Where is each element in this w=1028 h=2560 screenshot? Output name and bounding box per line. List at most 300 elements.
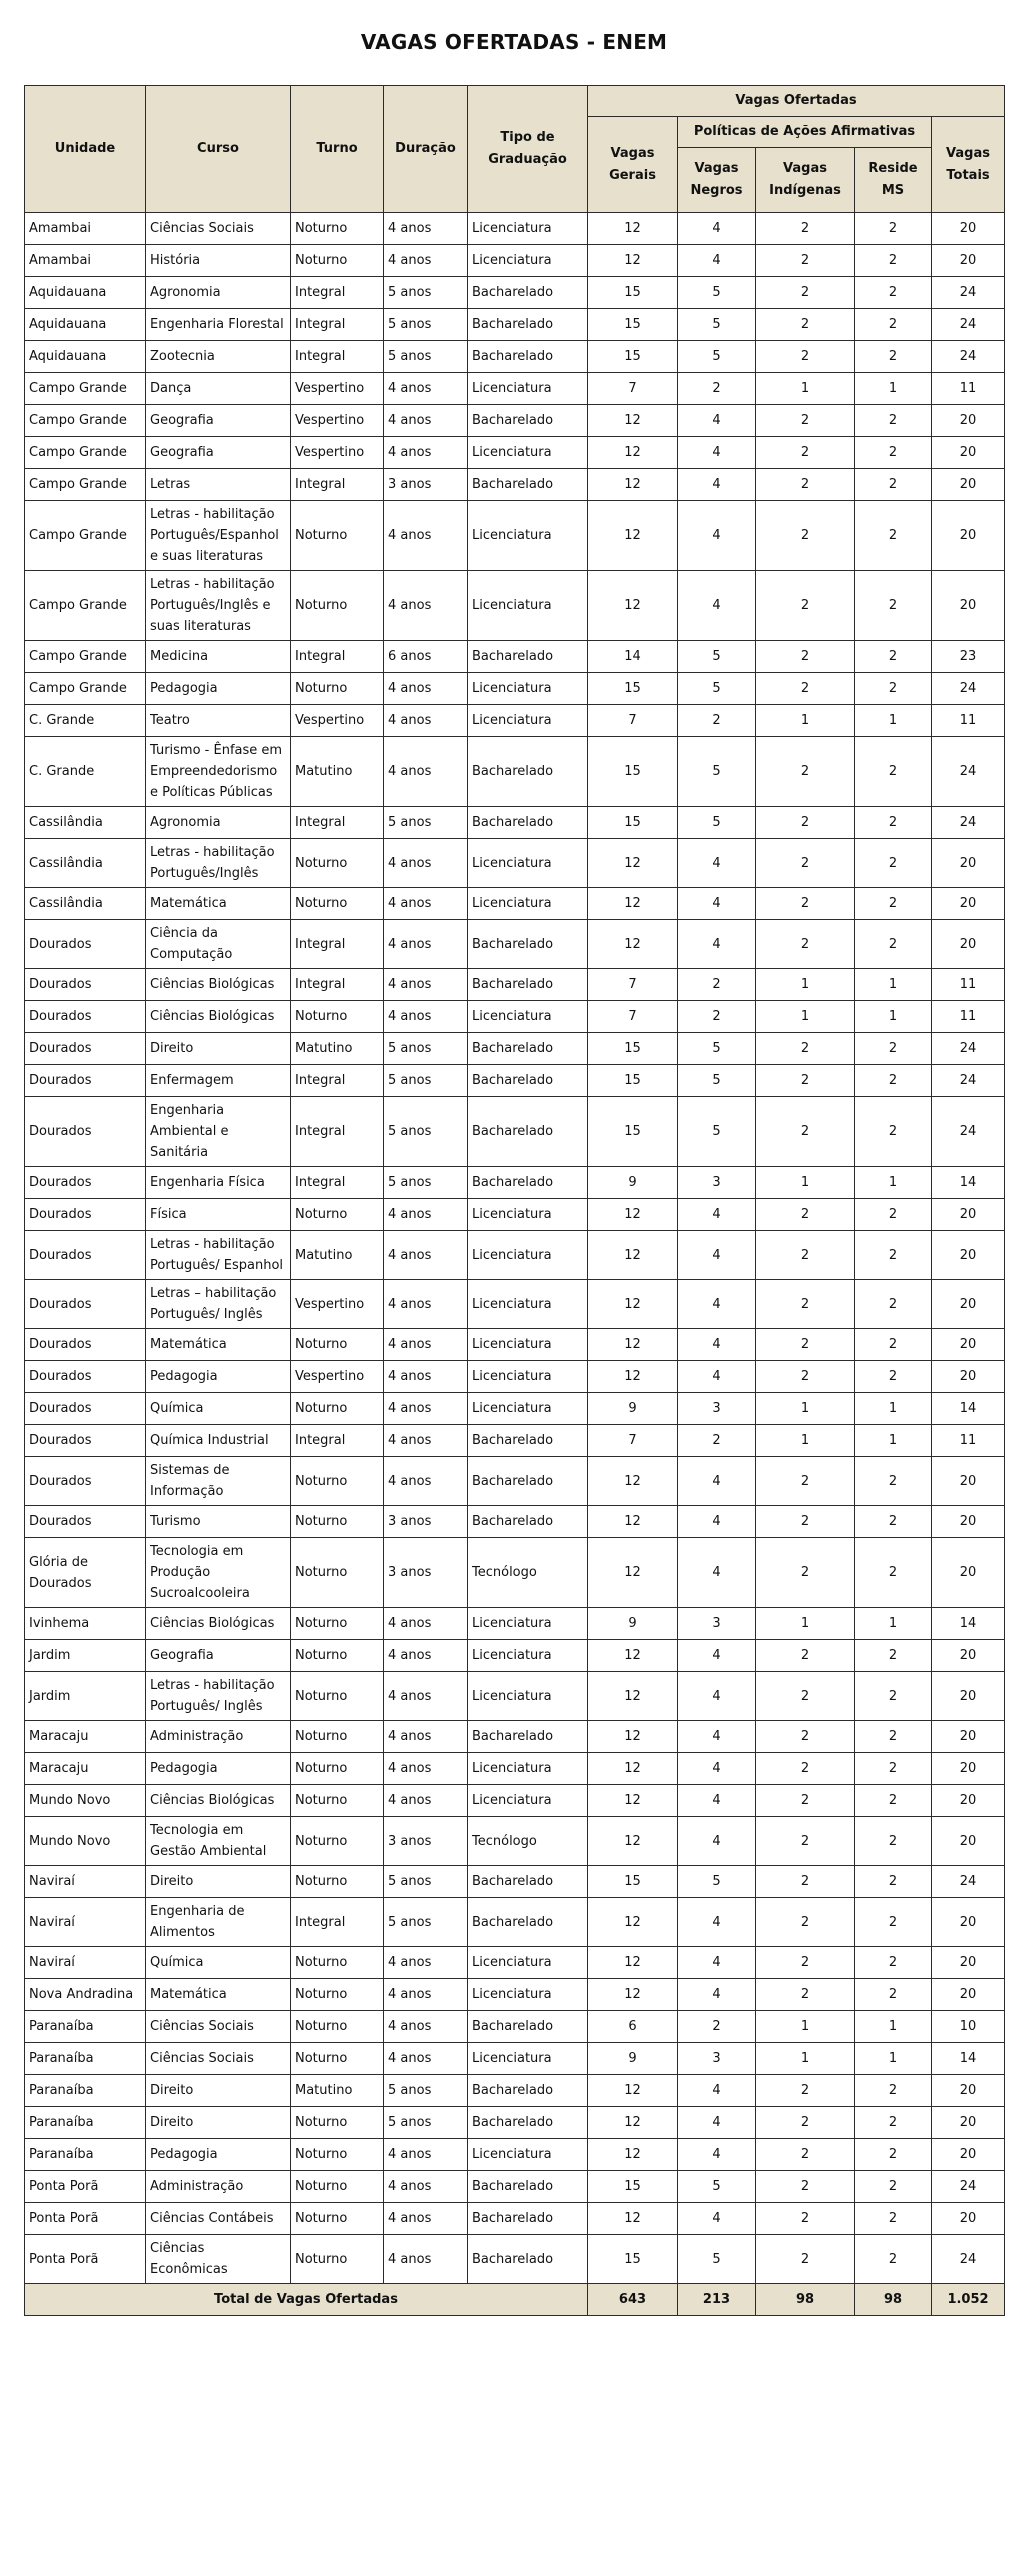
cell-turno: Integral xyxy=(291,309,384,341)
cell-turno: Noturno xyxy=(291,213,384,245)
cell-tipo: Licenciatura xyxy=(468,245,588,277)
cell-reside-ms: 2 xyxy=(855,1097,932,1167)
cell-tipo: Bacharelado xyxy=(468,2075,588,2107)
cell-vagas-totais: 20 xyxy=(932,469,1005,501)
cell-tipo: Licenciatura xyxy=(468,1640,588,1672)
cell-unidade: Ponta Porã xyxy=(25,2203,146,2235)
cell-vagas-totais: 24 xyxy=(932,1065,1005,1097)
table-row xyxy=(25,807,1005,839)
cell-vagas-gerais: 12 xyxy=(588,1199,678,1231)
cell-vagas-negros: 4 xyxy=(678,1947,756,1979)
cell-reside-ms: 2 xyxy=(855,1947,932,1979)
cell-unidade: Campo Grande xyxy=(25,437,146,469)
cell-vagas-totais: 14 xyxy=(932,1608,1005,1640)
cell-tipo: Bacharelado xyxy=(468,1065,588,1097)
cell-reside-ms: 2 xyxy=(855,1506,932,1538)
cell-vagas-gerais: 14 xyxy=(588,641,678,673)
cell-vagas-indigenas: 1 xyxy=(756,373,855,405)
cell-vagas-totais: 20 xyxy=(932,1506,1005,1538)
cell-unidade: Dourados xyxy=(25,1231,146,1280)
cell-tipo: Bacharelado xyxy=(468,2171,588,2203)
cell-vagas-negros: 5 xyxy=(678,2235,756,2284)
cell-vagas-negros: 4 xyxy=(678,2107,756,2139)
cell-curso: Ciências Econômicas xyxy=(146,2235,291,2284)
table-row xyxy=(25,1898,1005,1947)
cell-duracao: 4 anos xyxy=(384,501,468,571)
cell-unidade: Mundo Novo xyxy=(25,1785,146,1817)
cell-vagas-negros: 5 xyxy=(678,277,756,309)
cell-reside-ms: 2 xyxy=(855,920,932,969)
cell-reside-ms: 1 xyxy=(855,1001,932,1033)
cell-duracao: 4 anos xyxy=(384,2011,468,2043)
table-row xyxy=(25,341,1005,373)
cell-vagas-gerais: 12 xyxy=(588,839,678,888)
cell-unidade: Maracaju xyxy=(25,1721,146,1753)
cell-vagas-totais: 23 xyxy=(932,641,1005,673)
cell-duracao: 5 anos xyxy=(384,2107,468,2139)
cell-unidade: C. Grande xyxy=(25,737,146,807)
cell-duracao: 4 anos xyxy=(384,373,468,405)
cell-tipo: Bacharelado xyxy=(468,405,588,437)
cell-vagas-totais: 24 xyxy=(932,2171,1005,2203)
cell-tipo: Licenciatura xyxy=(468,888,588,920)
table-row xyxy=(25,641,1005,673)
cell-curso: Medicina xyxy=(146,641,291,673)
cell-vagas-negros: 4 xyxy=(678,1361,756,1393)
cell-vagas-totais: 14 xyxy=(932,1167,1005,1199)
cell-vagas-negros: 4 xyxy=(678,1721,756,1753)
cell-curso: Ciência da Computação xyxy=(146,920,291,969)
cell-vagas-indigenas: 2 xyxy=(756,1817,855,1866)
cell-vagas-totais: 20 xyxy=(932,1785,1005,1817)
table-row xyxy=(25,1393,1005,1425)
cell-turno: Matutino xyxy=(291,737,384,807)
table-row xyxy=(25,1538,1005,1608)
table-row xyxy=(25,245,1005,277)
cell-duracao: 4 anos xyxy=(384,1979,468,2011)
table-row xyxy=(25,1425,1005,1457)
cell-vagas-indigenas: 1 xyxy=(756,1608,855,1640)
cell-curso: Ciências Contábeis xyxy=(146,2203,291,2235)
cell-turno: Matutino xyxy=(291,2075,384,2107)
cell-tipo: Tecnólogo xyxy=(468,1817,588,1866)
cell-curso: Engenharia de Alimentos xyxy=(146,1898,291,1947)
cell-vagas-negros: 4 xyxy=(678,245,756,277)
cell-vagas-gerais: 12 xyxy=(588,1672,678,1721)
cell-curso: Ciências Biológicas xyxy=(146,969,291,1001)
cell-tipo: Tecnólogo xyxy=(468,1538,588,1608)
cell-reside-ms: 2 xyxy=(855,245,932,277)
total-vagas-totais: 1.052 xyxy=(932,2284,1005,2316)
cell-vagas-gerais: 15 xyxy=(588,2171,678,2203)
cell-vagas-gerais: 12 xyxy=(588,1979,678,2011)
cell-vagas-totais: 20 xyxy=(932,571,1005,641)
cell-duracao: 4 anos xyxy=(384,2203,468,2235)
cell-duracao: 5 anos xyxy=(384,807,468,839)
cell-curso: Química xyxy=(146,1947,291,1979)
cell-unidade: Dourados xyxy=(25,920,146,969)
cell-turno: Noturno xyxy=(291,1640,384,1672)
cell-turno: Vespertino xyxy=(291,373,384,405)
cell-turno: Integral xyxy=(291,969,384,1001)
table-row xyxy=(25,1280,1005,1329)
cell-vagas-gerais: 9 xyxy=(588,1393,678,1425)
cell-vagas-indigenas: 2 xyxy=(756,1329,855,1361)
cell-vagas-indigenas: 2 xyxy=(756,405,855,437)
cell-curso: Letras xyxy=(146,469,291,501)
cell-duracao: 4 anos xyxy=(384,2139,468,2171)
cell-vagas-totais: 20 xyxy=(932,2107,1005,2139)
cell-vagas-indigenas: 2 xyxy=(756,641,855,673)
cell-tipo: Bacharelado xyxy=(468,309,588,341)
cell-vagas-gerais: 7 xyxy=(588,373,678,405)
cell-vagas-negros: 5 xyxy=(678,1065,756,1097)
cell-reside-ms: 2 xyxy=(855,1361,932,1393)
cell-duracao: 5 anos xyxy=(384,2075,468,2107)
cell-tipo: Bacharelado xyxy=(468,1506,588,1538)
cell-tipo: Bacharelado xyxy=(468,920,588,969)
cell-vagas-indigenas: 2 xyxy=(756,1947,855,1979)
cell-vagas-totais: 20 xyxy=(932,2139,1005,2171)
cell-vagas-indigenas: 1 xyxy=(756,969,855,1001)
cell-vagas-totais: 24 xyxy=(932,341,1005,373)
header-politicas: Políticas de Ações Afirmativas xyxy=(678,117,932,148)
cell-vagas-indigenas: 2 xyxy=(756,437,855,469)
cell-unidade: Dourados xyxy=(25,1065,146,1097)
table-row xyxy=(25,1608,1005,1640)
cell-unidade: Ivinhema xyxy=(25,1608,146,1640)
cell-unidade: Naviraí xyxy=(25,1898,146,1947)
table-row xyxy=(25,705,1005,737)
cell-turno: Noturno xyxy=(291,1817,384,1866)
cell-turno: Noturno xyxy=(291,2235,384,2284)
cell-turno: Integral xyxy=(291,469,384,501)
cell-unidade: Paranaíba xyxy=(25,2043,146,2075)
cell-vagas-negros: 4 xyxy=(678,2139,756,2171)
cell-unidade: Dourados xyxy=(25,1506,146,1538)
cell-reside-ms: 2 xyxy=(855,2075,932,2107)
cell-reside-ms: 2 xyxy=(855,571,932,641)
table-row xyxy=(25,1785,1005,1817)
cell-vagas-gerais: 12 xyxy=(588,1898,678,1947)
table-row xyxy=(25,1753,1005,1785)
cell-tipo: Licenciatura xyxy=(468,1393,588,1425)
vagas-table xyxy=(24,85,1005,2316)
cell-tipo: Bacharelado xyxy=(468,341,588,373)
cell-vagas-negros: 3 xyxy=(678,1167,756,1199)
cell-turno: Noturno xyxy=(291,1329,384,1361)
cell-tipo: Bacharelado xyxy=(468,1167,588,1199)
cell-vagas-indigenas: 2 xyxy=(756,839,855,888)
table-row xyxy=(25,1457,1005,1506)
cell-unidade: Cassilândia xyxy=(25,888,146,920)
cell-curso: Engenharia Física xyxy=(146,1167,291,1199)
cell-turno: Vespertino xyxy=(291,705,384,737)
cell-reside-ms: 2 xyxy=(855,2235,932,2284)
cell-unidade: Campo Grande xyxy=(25,469,146,501)
table-row xyxy=(25,1065,1005,1097)
cell-tipo: Bacharelado xyxy=(468,1097,588,1167)
table-row xyxy=(25,888,1005,920)
cell-duracao: 4 anos xyxy=(384,969,468,1001)
cell-duracao: 3 anos xyxy=(384,1506,468,1538)
cell-curso: Ciências Biológicas xyxy=(146,1001,291,1033)
cell-curso: Ciências Sociais xyxy=(146,213,291,245)
cell-reside-ms: 2 xyxy=(855,737,932,807)
cell-turno: Noturno xyxy=(291,1608,384,1640)
cell-unidade: Cassilândia xyxy=(25,839,146,888)
cell-tipo: Bacharelado xyxy=(468,1866,588,1898)
cell-duracao: 4 anos xyxy=(384,2171,468,2203)
cell-vagas-negros: 5 xyxy=(678,737,756,807)
cell-vagas-totais: 10 xyxy=(932,2011,1005,2043)
cell-turno: Matutino xyxy=(291,1231,384,1280)
cell-unidade: Dourados xyxy=(25,1393,146,1425)
table-row xyxy=(25,839,1005,888)
cell-vagas-totais: 24 xyxy=(932,1033,1005,1065)
table-row xyxy=(25,2043,1005,2075)
cell-curso: Dança xyxy=(146,373,291,405)
table-row xyxy=(25,1167,1005,1199)
cell-turno: Noturno xyxy=(291,1199,384,1231)
cell-unidade: Campo Grande xyxy=(25,571,146,641)
cell-vagas-indigenas: 2 xyxy=(756,2203,855,2235)
cell-vagas-gerais: 12 xyxy=(588,1457,678,1506)
cell-duracao: 4 anos xyxy=(384,1721,468,1753)
cell-tipo: Licenciatura xyxy=(468,2139,588,2171)
cell-duracao: 5 anos xyxy=(384,1167,468,1199)
cell-unidade: Dourados xyxy=(25,1329,146,1361)
cell-duracao: 4 anos xyxy=(384,2235,468,2284)
cell-turno: Noturno xyxy=(291,571,384,641)
cell-unidade: Amambai xyxy=(25,245,146,277)
cell-vagas-indigenas: 2 xyxy=(756,1721,855,1753)
cell-duracao: 4 anos xyxy=(384,1785,468,1817)
cell-reside-ms: 2 xyxy=(855,641,932,673)
cell-unidade: Dourados xyxy=(25,1457,146,1506)
cell-reside-ms: 2 xyxy=(855,1065,932,1097)
cell-tipo: Licenciatura xyxy=(468,1753,588,1785)
table-row xyxy=(25,737,1005,807)
table-row xyxy=(25,1866,1005,1898)
cell-vagas-totais: 20 xyxy=(932,437,1005,469)
cell-vagas-negros: 4 xyxy=(678,1538,756,1608)
cell-vagas-totais: 20 xyxy=(932,245,1005,277)
cell-vagas-gerais: 12 xyxy=(588,2139,678,2171)
cell-reside-ms: 1 xyxy=(855,1608,932,1640)
cell-vagas-totais: 20 xyxy=(932,1329,1005,1361)
cell-reside-ms: 2 xyxy=(855,1721,932,1753)
cell-unidade: Paranaíba xyxy=(25,2139,146,2171)
cell-vagas-negros: 2 xyxy=(678,705,756,737)
cell-vagas-negros: 5 xyxy=(678,1866,756,1898)
cell-unidade: Dourados xyxy=(25,969,146,1001)
cell-tipo: Bacharelado xyxy=(468,641,588,673)
cell-turno: Integral xyxy=(291,277,384,309)
cell-unidade: Dourados xyxy=(25,1167,146,1199)
cell-curso: Turismo xyxy=(146,1506,291,1538)
cell-duracao: 5 anos xyxy=(384,1898,468,1947)
cell-duracao: 5 anos xyxy=(384,1866,468,1898)
cell-curso: Ciências Biológicas xyxy=(146,1608,291,1640)
cell-vagas-indigenas: 2 xyxy=(756,807,855,839)
cell-vagas-totais: 20 xyxy=(932,1199,1005,1231)
cell-curso: Matemática xyxy=(146,888,291,920)
cell-curso: Engenharia Ambiental e Sanitária xyxy=(146,1097,291,1167)
cell-vagas-totais: 11 xyxy=(932,373,1005,405)
cell-reside-ms: 2 xyxy=(855,1538,932,1608)
cell-tipo: Licenciatura xyxy=(468,373,588,405)
cell-vagas-gerais: 9 xyxy=(588,1167,678,1199)
cell-vagas-indigenas: 2 xyxy=(756,469,855,501)
cell-vagas-gerais: 12 xyxy=(588,469,678,501)
table-row xyxy=(25,1947,1005,1979)
table-row xyxy=(25,1361,1005,1393)
header-tipo: Tipo de Graduação xyxy=(468,86,588,213)
cell-unidade: Paranaíba xyxy=(25,2011,146,2043)
table-row xyxy=(25,309,1005,341)
cell-vagas-negros: 2 xyxy=(678,373,756,405)
cell-reside-ms: 2 xyxy=(855,1640,932,1672)
cell-vagas-negros: 4 xyxy=(678,888,756,920)
cell-curso: História xyxy=(146,245,291,277)
cell-reside-ms: 2 xyxy=(855,888,932,920)
cell-vagas-indigenas: 2 xyxy=(756,1785,855,1817)
cell-vagas-gerais: 12 xyxy=(588,571,678,641)
cell-reside-ms: 2 xyxy=(855,1672,932,1721)
cell-curso: Ciências Sociais xyxy=(146,2011,291,2043)
cell-vagas-totais: 24 xyxy=(932,737,1005,807)
total-vagas-negros: 213 xyxy=(678,2284,756,2316)
cell-tipo: Bacharelado xyxy=(468,1898,588,1947)
cell-vagas-gerais: 12 xyxy=(588,1785,678,1817)
cell-tipo: Bacharelado xyxy=(468,277,588,309)
cell-unidade: Dourados xyxy=(25,1425,146,1457)
cell-unidade: Cassilândia xyxy=(25,807,146,839)
cell-turno: Noturno xyxy=(291,1866,384,1898)
cell-duracao: 5 anos xyxy=(384,309,468,341)
cell-curso: Geografia xyxy=(146,405,291,437)
header-reside-ms: Reside MS xyxy=(855,148,932,213)
cell-vagas-indigenas: 2 xyxy=(756,1361,855,1393)
table-header xyxy=(25,86,1005,213)
cell-tipo: Licenciatura xyxy=(468,1979,588,2011)
cell-turno: Noturno xyxy=(291,1001,384,1033)
cell-unidade: Mundo Novo xyxy=(25,1817,146,1866)
cell-turno: Noturno xyxy=(291,1393,384,1425)
table-row xyxy=(25,373,1005,405)
cell-vagas-gerais: 15 xyxy=(588,1097,678,1167)
cell-vagas-totais: 20 xyxy=(932,920,1005,969)
cell-turno: Noturno xyxy=(291,2139,384,2171)
table-row xyxy=(25,1097,1005,1167)
cell-tipo: Licenciatura xyxy=(468,437,588,469)
cell-reside-ms: 2 xyxy=(855,1979,932,2011)
cell-vagas-negros: 2 xyxy=(678,969,756,1001)
cell-unidade: Naviraí xyxy=(25,1947,146,1979)
cell-duracao: 4 anos xyxy=(384,245,468,277)
cell-vagas-indigenas: 2 xyxy=(756,1672,855,1721)
cell-duracao: 5 anos xyxy=(384,1097,468,1167)
cell-reside-ms: 2 xyxy=(855,405,932,437)
cell-vagas-indigenas: 2 xyxy=(756,1640,855,1672)
cell-turno: Integral xyxy=(291,341,384,373)
cell-vagas-gerais: 15 xyxy=(588,309,678,341)
table-row xyxy=(25,1721,1005,1753)
cell-reside-ms: 2 xyxy=(855,1033,932,1065)
cell-curso: Engenharia Florestal xyxy=(146,309,291,341)
cell-vagas-indigenas: 2 xyxy=(756,1753,855,1785)
cell-vagas-totais: 20 xyxy=(932,405,1005,437)
cell-unidade: Nova Andradina xyxy=(25,1979,146,2011)
cell-vagas-totais: 20 xyxy=(932,1640,1005,1672)
cell-unidade: C. Grande xyxy=(25,705,146,737)
cell-vagas-negros: 5 xyxy=(678,673,756,705)
cell-tipo: Bacharelado xyxy=(468,737,588,807)
cell-tipo: Bacharelado xyxy=(468,1721,588,1753)
cell-duracao: 4 anos xyxy=(384,1393,468,1425)
cell-unidade: Aquidauana xyxy=(25,309,146,341)
cell-tipo: Licenciatura xyxy=(468,1280,588,1329)
cell-reside-ms: 2 xyxy=(855,807,932,839)
table-row xyxy=(25,277,1005,309)
table-footer xyxy=(25,2284,1005,2316)
cell-duracao: 4 anos xyxy=(384,213,468,245)
cell-reside-ms: 2 xyxy=(855,469,932,501)
cell-unidade: Campo Grande xyxy=(25,673,146,705)
cell-curso: Zootecnia xyxy=(146,341,291,373)
cell-duracao: 4 anos xyxy=(384,1001,468,1033)
cell-reside-ms: 2 xyxy=(855,2203,932,2235)
cell-reside-ms: 2 xyxy=(855,1329,932,1361)
table-row xyxy=(25,405,1005,437)
cell-vagas-totais: 20 xyxy=(932,2203,1005,2235)
cell-vagas-totais: 20 xyxy=(932,1898,1005,1947)
cell-vagas-gerais: 15 xyxy=(588,737,678,807)
table-row xyxy=(25,1817,1005,1866)
cell-curso: Ciências Sociais xyxy=(146,2043,291,2075)
cell-vagas-indigenas: 2 xyxy=(756,1280,855,1329)
cell-turno: Noturno xyxy=(291,1979,384,2011)
cell-duracao: 4 anos xyxy=(384,2043,468,2075)
cell-reside-ms: 2 xyxy=(855,673,932,705)
cell-tipo: Licenciatura xyxy=(468,213,588,245)
cell-curso: Geografia xyxy=(146,1640,291,1672)
cell-vagas-indigenas: 2 xyxy=(756,1898,855,1947)
cell-vagas-gerais: 12 xyxy=(588,1721,678,1753)
header-curso: Curso xyxy=(146,86,291,213)
cell-vagas-indigenas: 2 xyxy=(756,1866,855,1898)
cell-curso: Teatro xyxy=(146,705,291,737)
cell-duracao: 5 anos xyxy=(384,1065,468,1097)
cell-turno: Noturno xyxy=(291,1785,384,1817)
cell-vagas-gerais: 12 xyxy=(588,920,678,969)
cell-curso: Direito xyxy=(146,2075,291,2107)
cell-vagas-totais: 20 xyxy=(932,1280,1005,1329)
cell-vagas-gerais: 12 xyxy=(588,213,678,245)
cell-tipo: Licenciatura xyxy=(468,1785,588,1817)
cell-curso: Pedagogia xyxy=(146,2139,291,2171)
cell-vagas-gerais: 15 xyxy=(588,1866,678,1898)
cell-unidade: Campo Grande xyxy=(25,501,146,571)
cell-turno: Noturno xyxy=(291,888,384,920)
cell-tipo: Bacharelado xyxy=(468,2203,588,2235)
cell-reside-ms: 2 xyxy=(855,1866,932,1898)
cell-vagas-totais: 24 xyxy=(932,1866,1005,1898)
cell-vagas-negros: 5 xyxy=(678,807,756,839)
header-vagas-ofertadas: Vagas Ofertadas xyxy=(588,86,1005,117)
cell-vagas-indigenas: 2 xyxy=(756,673,855,705)
